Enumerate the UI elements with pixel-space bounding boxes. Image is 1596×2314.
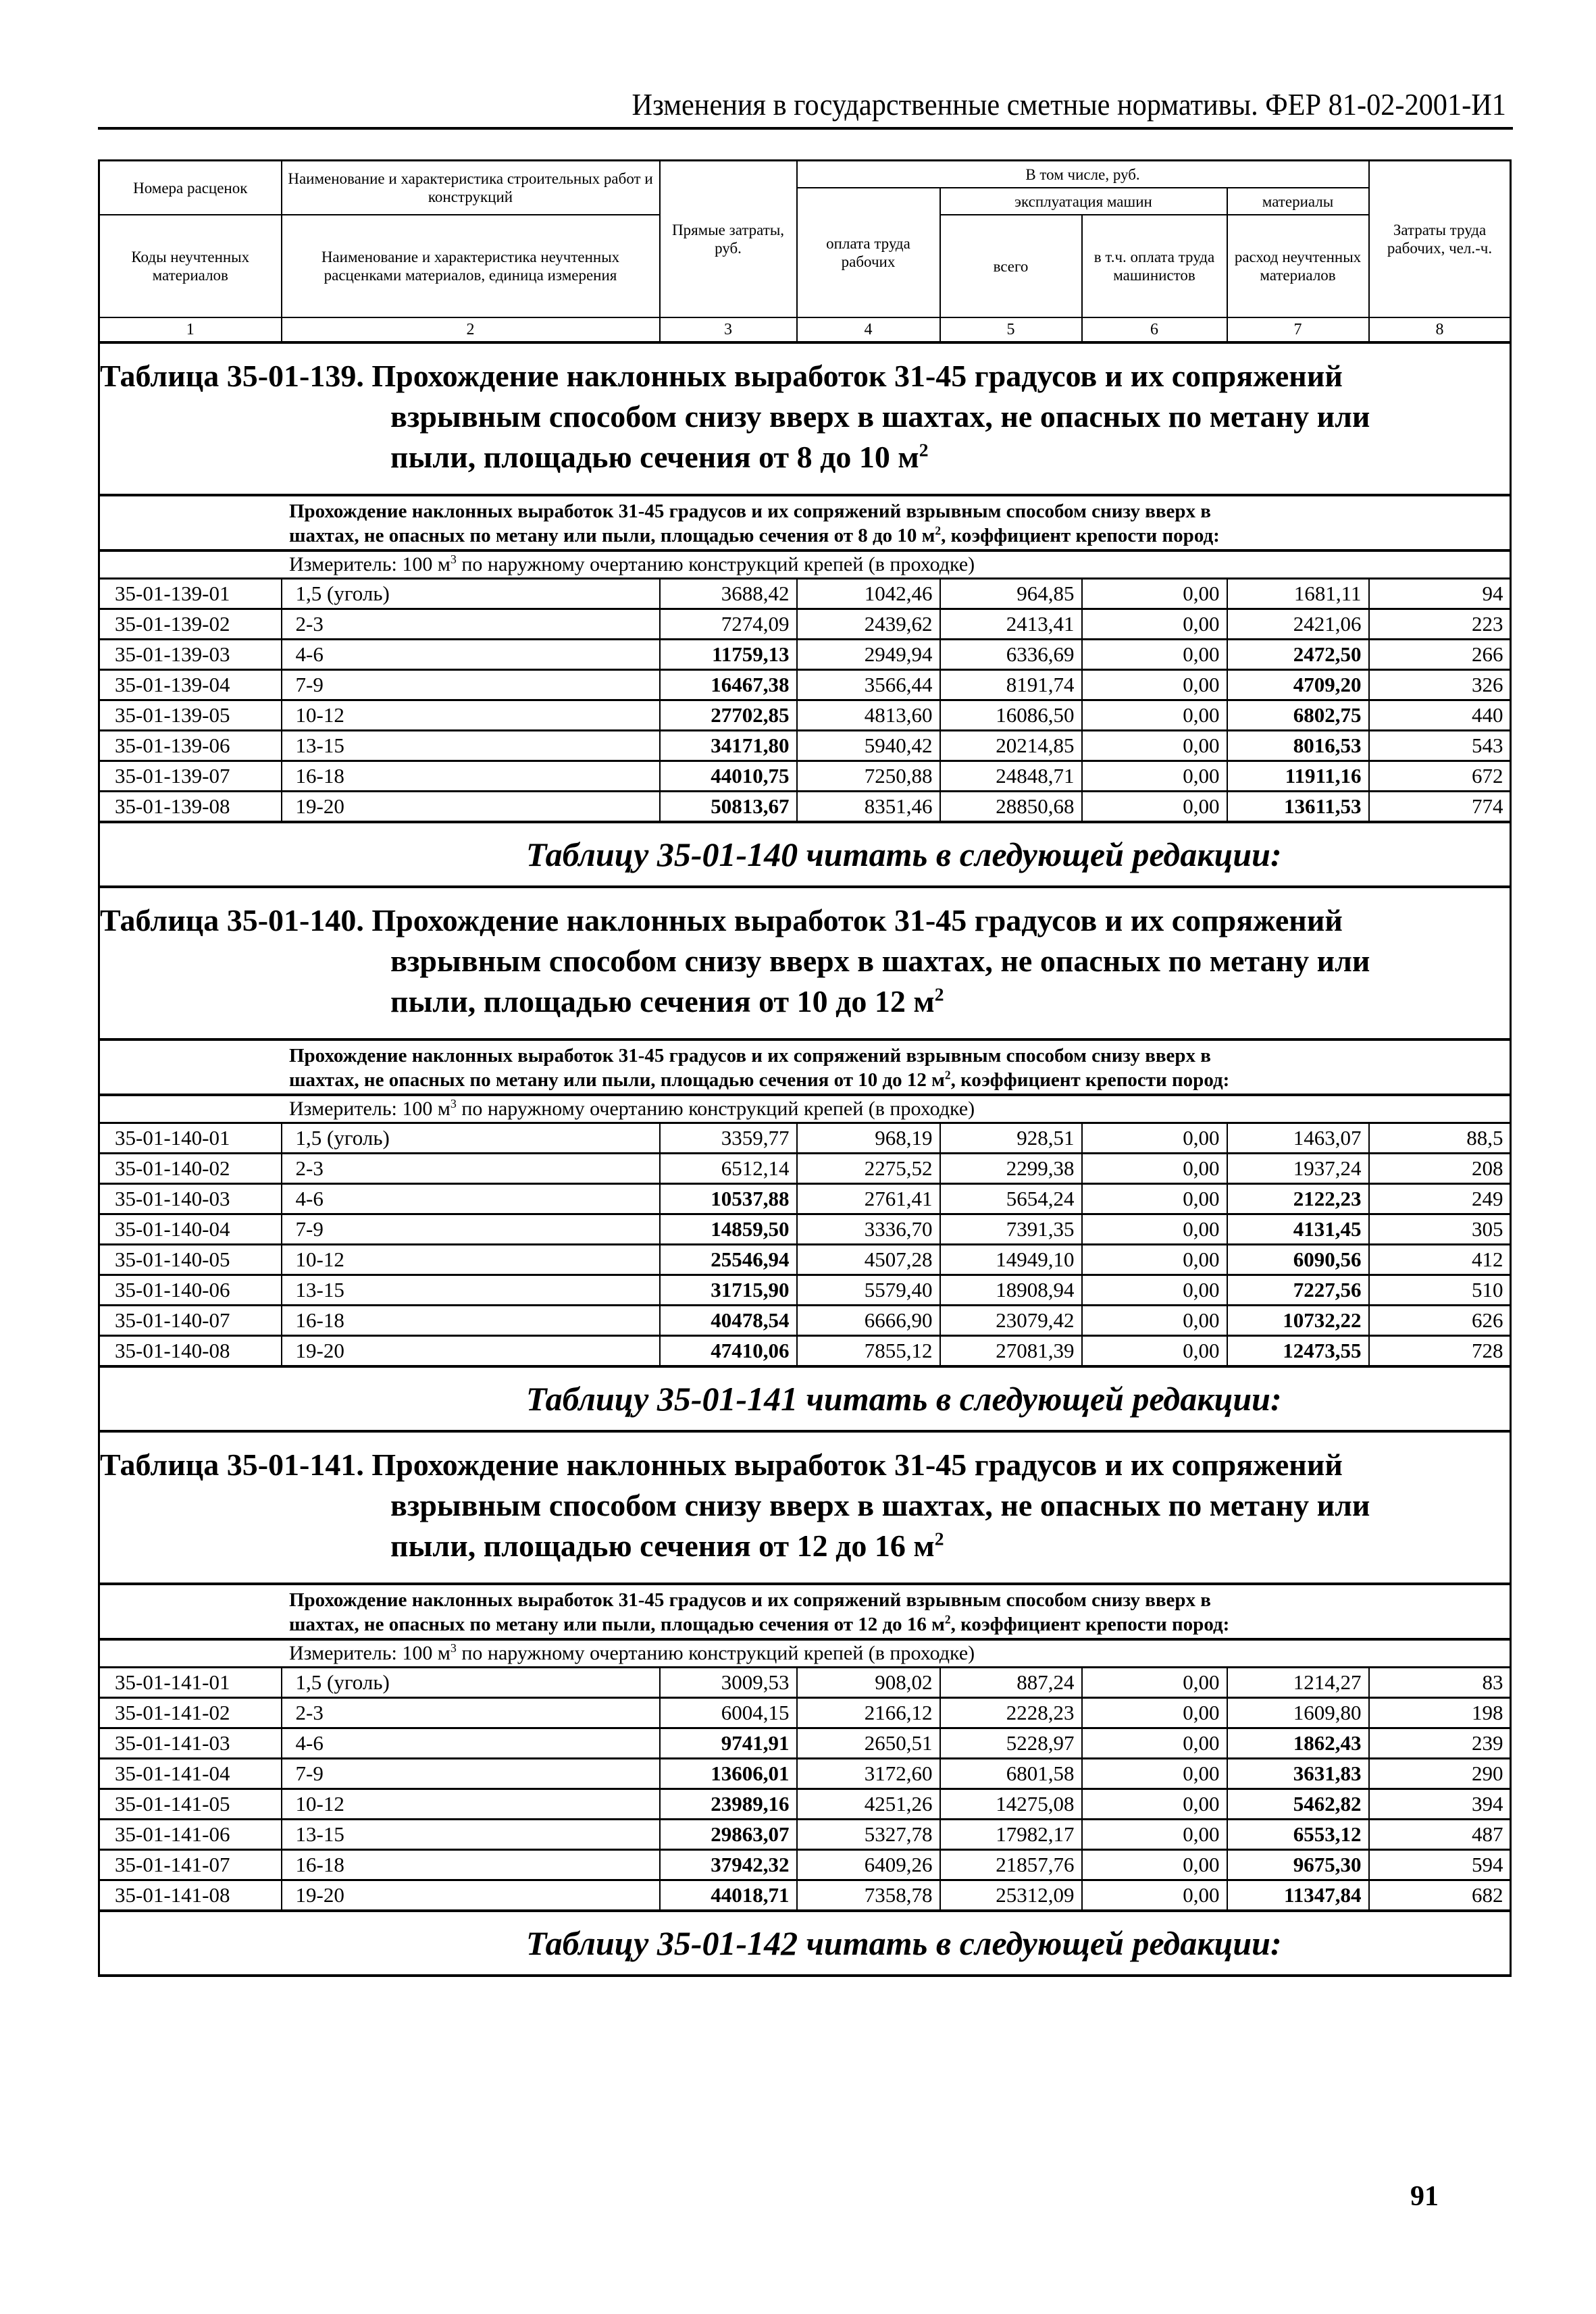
cell-materials: 6090,56 bbox=[1227, 1245, 1369, 1275]
cell-direct: 3359,77 bbox=[660, 1123, 797, 1154]
cell-machines: 2299,38 bbox=[940, 1154, 1082, 1184]
table-description-line1: Прохождение наклонных выработок 31-45 градусов и их сопряжений взрывным способом снизу вверх в bbox=[289, 1589, 1211, 1611]
cell-name: 19-20 bbox=[282, 1880, 660, 1911]
cell-direct: 29863,07 bbox=[660, 1820, 797, 1850]
cell-direct: 7274,09 bbox=[660, 609, 797, 640]
table-row bbox=[99, 1850, 1511, 1880]
cell-machines: 23079,42 bbox=[940, 1306, 1082, 1336]
table-row bbox=[99, 1728, 1511, 1759]
cell-direct: 27702,85 bbox=[660, 700, 797, 731]
column-header bbox=[99, 161, 1511, 343]
cell-machines: 6801,58 bbox=[940, 1759, 1082, 1789]
table-row bbox=[99, 1184, 1511, 1214]
cell-direct: 9741,91 bbox=[660, 1728, 797, 1759]
table-unit-row bbox=[99, 1639, 1511, 1668]
running-header-text: Изменения в государственные сметные нормативы. ФЕР 81-02-2001-И1 bbox=[632, 87, 1506, 122]
cell-labor: 2949,94 bbox=[797, 640, 940, 670]
cell-labor: 4813,60 bbox=[797, 700, 940, 731]
header-num-3: 3 bbox=[660, 317, 797, 342]
cell-operators: 0,00 bbox=[1082, 1789, 1227, 1820]
cell-code: 35-01-141-07 bbox=[99, 1850, 282, 1880]
cell-code: 35-01-139-04 bbox=[99, 670, 282, 700]
cell-hours: 510 bbox=[1369, 1275, 1511, 1306]
cell-direct: 3688,42 bbox=[660, 579, 797, 609]
cell-hours: 223 bbox=[1369, 609, 1511, 640]
cell-labor: 3336,70 bbox=[797, 1214, 940, 1245]
cell-code: 35-01-139-03 bbox=[99, 640, 282, 670]
unit-suffix: по наружному очертанию конструкций крепей (в проходке) bbox=[456, 553, 975, 575]
cell-materials: 11347,84 bbox=[1227, 1880, 1369, 1911]
document-table bbox=[98, 159, 1510, 1977]
cell-direct: 6512,14 bbox=[660, 1154, 797, 1184]
cell-hours: 83 bbox=[1369, 1668, 1511, 1698]
cell-name: 10-12 bbox=[282, 1789, 660, 1820]
cell-materials: 4709,20 bbox=[1227, 670, 1369, 700]
table-title-line1: Прохождение наклонных выработок 31-45 градусов и их сопряжений bbox=[371, 903, 1343, 937]
cell-hours: 305 bbox=[1369, 1214, 1511, 1245]
table-title-sup: 2 bbox=[919, 439, 929, 461]
cell-materials: 1214,27 bbox=[1227, 1668, 1369, 1698]
cell-hours: 394 bbox=[1369, 1789, 1511, 1820]
cell-name: 19-20 bbox=[282, 1336, 660, 1367]
cell-name: 16-18 bbox=[282, 761, 660, 792]
cell-machines: 27081,39 bbox=[940, 1336, 1082, 1367]
unit-sup: 3 bbox=[450, 1097, 457, 1110]
cell-materials: 1463,07 bbox=[1227, 1123, 1369, 1154]
cell-code: 35-01-139-02 bbox=[99, 609, 282, 640]
cell-hours: 88,5 bbox=[1369, 1123, 1511, 1154]
cell-name: 7-9 bbox=[282, 1214, 660, 1245]
cell-hours: 239 bbox=[1369, 1728, 1511, 1759]
redaction-note: Таблицу 35-01-141 читать в следующей редакции: bbox=[99, 1366, 1511, 1431]
cell-labor: 4507,28 bbox=[797, 1245, 940, 1275]
cell-code: 35-01-140-03 bbox=[99, 1184, 282, 1214]
table-row bbox=[99, 1820, 1511, 1850]
unit-sup: 3 bbox=[450, 552, 457, 566]
cell-operators: 0,00 bbox=[1082, 700, 1227, 731]
cell-materials: 5462,82 bbox=[1227, 1789, 1369, 1820]
cell-name: 1,5 (уголь) bbox=[282, 1123, 660, 1154]
cell-materials: 1862,43 bbox=[1227, 1728, 1369, 1759]
cell-name: 13-15 bbox=[282, 1275, 660, 1306]
cell-machines: 5228,97 bbox=[940, 1728, 1082, 1759]
cell-labor: 7358,78 bbox=[797, 1880, 940, 1911]
header-col7: расход неучтенных материалов bbox=[1227, 215, 1369, 317]
cell-machines: 16086,50 bbox=[940, 700, 1082, 731]
redaction-note-row bbox=[99, 822, 1511, 887]
header-num-7: 7 bbox=[1227, 317, 1369, 342]
cell-machines: 8191,74 bbox=[940, 670, 1082, 700]
header-col3: Прямые затраты, руб. bbox=[660, 161, 797, 318]
cell-code: 35-01-140-02 bbox=[99, 1154, 282, 1184]
cell-name: 2-3 bbox=[282, 1698, 660, 1728]
cell-operators: 0,00 bbox=[1082, 1306, 1227, 1336]
unit-label: Измеритель: 100 м bbox=[289, 1098, 451, 1120]
cell-labor: 7855,12 bbox=[797, 1336, 940, 1367]
cell-materials: 13611,53 bbox=[1227, 792, 1369, 823]
desc-sup: 2 bbox=[944, 1068, 951, 1082]
cell-operators: 0,00 bbox=[1082, 1154, 1227, 1184]
table-row bbox=[99, 609, 1511, 640]
desc-line2-suffix: , коэффициент крепости пород: bbox=[950, 1069, 1230, 1091]
cell-name: 13-15 bbox=[282, 731, 660, 761]
redaction-note-row bbox=[99, 1366, 1511, 1431]
cell-machines: 14275,08 bbox=[940, 1789, 1082, 1820]
header-group-machines: эксплуатация машин bbox=[940, 188, 1227, 215]
header-num-1: 1 bbox=[99, 317, 282, 342]
running-header bbox=[98, 80, 1513, 130]
table-title bbox=[100, 356, 1511, 478]
cell-machines: 6336,69 bbox=[940, 640, 1082, 670]
cell-direct: 23989,16 bbox=[660, 1789, 797, 1820]
table-title-line2: взрывным способом снизу вверх в шахтах, не опасных по метану или bbox=[390, 944, 1370, 978]
cell-machines: 5654,24 bbox=[940, 1184, 1082, 1214]
cell-operators: 0,00 bbox=[1082, 1214, 1227, 1245]
cell-materials: 1609,80 bbox=[1227, 1698, 1369, 1728]
table-row bbox=[99, 761, 1511, 792]
table-title-row bbox=[99, 1431, 1511, 1584]
table-row bbox=[99, 1698, 1511, 1728]
cell-labor: 4251,26 bbox=[797, 1789, 940, 1820]
table-description-line2: шахтах, не опасных по метану или пыли, площадью сечения от 12 до 16 м bbox=[289, 1614, 945, 1635]
cell-materials: 6802,75 bbox=[1227, 700, 1369, 731]
cell-name: 19-20 bbox=[282, 792, 660, 823]
cell-labor: 8351,46 bbox=[797, 792, 940, 823]
cell-direct: 44010,75 bbox=[660, 761, 797, 792]
cell-materials: 8016,53 bbox=[1227, 731, 1369, 761]
cell-hours: 672 bbox=[1369, 761, 1511, 792]
cell-code: 35-01-141-01 bbox=[99, 1668, 282, 1698]
cell-operators: 0,00 bbox=[1082, 1123, 1227, 1154]
cell-materials: 11911,16 bbox=[1227, 761, 1369, 792]
cell-code: 35-01-140-06 bbox=[99, 1275, 282, 1306]
header-col1-top: Номера расценок bbox=[99, 161, 282, 215]
cell-hours: 266 bbox=[1369, 640, 1511, 670]
table-description-line1: Прохождение наклонных выработок 31-45 градусов и их сопряжений взрывным способом снизу вверх в bbox=[289, 1045, 1211, 1066]
table-unit-row bbox=[99, 1095, 1511, 1123]
cell-labor: 5940,42 bbox=[797, 731, 940, 761]
table-row bbox=[99, 1668, 1511, 1698]
cell-direct: 44018,71 bbox=[660, 1880, 797, 1911]
cell-name: 4-6 bbox=[282, 1184, 660, 1214]
cell-code: 35-01-140-01 bbox=[99, 1123, 282, 1154]
cell-labor: 2275,52 bbox=[797, 1154, 940, 1184]
page-number: 91 bbox=[1410, 2181, 1439, 2212]
cell-machines: 2228,23 bbox=[940, 1698, 1082, 1728]
cell-direct: 34171,80 bbox=[660, 731, 797, 761]
cell-labor: 5579,40 bbox=[797, 1275, 940, 1306]
cell-machines: 24848,71 bbox=[940, 761, 1082, 792]
table-title-line2: взрывным способом снизу вверх в шахтах, не опасных по метану или bbox=[390, 399, 1370, 434]
table-description-row bbox=[99, 1584, 1511, 1639]
cell-labor: 2761,41 bbox=[797, 1184, 940, 1214]
table-row bbox=[99, 640, 1511, 670]
table-row bbox=[99, 1759, 1511, 1789]
cell-materials: 2421,06 bbox=[1227, 609, 1369, 640]
header-num-2: 2 bbox=[282, 317, 660, 342]
header-col4: оплата труда рабочих bbox=[797, 188, 940, 317]
cell-code: 35-01-141-05 bbox=[99, 1789, 282, 1820]
cell-materials: 4131,45 bbox=[1227, 1214, 1369, 1245]
table-description-row bbox=[99, 495, 1511, 550]
cell-code: 35-01-139-01 bbox=[99, 579, 282, 609]
cell-hours: 728 bbox=[1369, 1336, 1511, 1367]
cell-name: 10-12 bbox=[282, 1245, 660, 1275]
unit-suffix: по наружному очертанию конструкций крепей (в проходке) bbox=[456, 1098, 975, 1120]
table-title bbox=[100, 1445, 1511, 1566]
cell-hours: 440 bbox=[1369, 700, 1511, 731]
cell-name: 16-18 bbox=[282, 1306, 660, 1336]
table-title-line3: пыли, площадью сечения от 10 до 12 м bbox=[390, 984, 935, 1019]
cell-code: 35-01-140-05 bbox=[99, 1245, 282, 1275]
cell-name: 2-3 bbox=[282, 1154, 660, 1184]
cell-labor: 968,19 bbox=[797, 1123, 940, 1154]
table-description-line2: шахтах, не опасных по метану или пыли, площадью сечения от 8 до 10 м bbox=[289, 525, 935, 546]
cell-hours: 543 bbox=[1369, 731, 1511, 761]
cell-materials: 3631,83 bbox=[1227, 1759, 1369, 1789]
cell-operators: 0,00 bbox=[1082, 640, 1227, 670]
cell-labor: 3566,44 bbox=[797, 670, 940, 700]
cell-labor: 6666,90 bbox=[797, 1306, 940, 1336]
cell-operators: 0,00 bbox=[1082, 1275, 1227, 1306]
cell-materials: 2472,50 bbox=[1227, 640, 1369, 670]
table-row bbox=[99, 1880, 1511, 1911]
cell-hours: 412 bbox=[1369, 1245, 1511, 1275]
cell-direct: 10537,88 bbox=[660, 1184, 797, 1214]
cell-materials: 9675,30 bbox=[1227, 1850, 1369, 1880]
cell-operators: 0,00 bbox=[1082, 792, 1227, 823]
cell-direct: 3009,53 bbox=[660, 1668, 797, 1698]
cell-code: 35-01-140-08 bbox=[99, 1336, 282, 1367]
cell-direct: 14859,50 bbox=[660, 1214, 797, 1245]
cell-hours: 594 bbox=[1369, 1850, 1511, 1880]
cell-code: 35-01-141-03 bbox=[99, 1728, 282, 1759]
cell-operators: 0,00 bbox=[1082, 761, 1227, 792]
cell-hours: 774 bbox=[1369, 792, 1511, 823]
header-num-5: 5 bbox=[940, 317, 1082, 342]
cell-materials: 6553,12 bbox=[1227, 1820, 1369, 1850]
cell-machines: 21857,76 bbox=[940, 1850, 1082, 1880]
unit-label: Измеритель: 100 м bbox=[289, 1642, 451, 1664]
cell-hours: 249 bbox=[1369, 1184, 1511, 1214]
cell-hours: 290 bbox=[1369, 1759, 1511, 1789]
unit-suffix: по наружному очертанию конструкций крепей (в проходке) bbox=[456, 1642, 975, 1664]
cell-operators: 0,00 bbox=[1082, 1880, 1227, 1911]
cell-direct: 50813,67 bbox=[660, 792, 797, 823]
redaction-note-row bbox=[99, 1911, 1511, 1976]
table-row bbox=[99, 1306, 1511, 1336]
cell-operators: 0,00 bbox=[1082, 579, 1227, 609]
header-col2-bottom: Наименование и характеристика неучтенных расценками материалов, единица измерения bbox=[282, 215, 660, 317]
cell-direct: 40478,54 bbox=[660, 1306, 797, 1336]
cell-machines: 28850,68 bbox=[940, 792, 1082, 823]
header-col2-top: Наименование и характеристика строительных работ и конструкций bbox=[282, 161, 660, 215]
redaction-note: Таблицу 35-01-140 читать в следующей редакции: bbox=[99, 822, 1511, 887]
table-row bbox=[99, 670, 1511, 700]
cell-code: 35-01-140-04 bbox=[99, 1214, 282, 1245]
cell-labor: 7250,88 bbox=[797, 761, 940, 792]
table-title bbox=[100, 900, 1511, 1022]
cell-operators: 0,00 bbox=[1082, 1668, 1227, 1698]
cell-machines: 928,51 bbox=[940, 1123, 1082, 1154]
table-row bbox=[99, 1123, 1511, 1154]
table-description-line1: Прохождение наклонных выработок 31-45 градусов и их сопряжений взрывным способом снизу вверх в bbox=[289, 500, 1211, 522]
cell-materials: 1681,11 bbox=[1227, 579, 1369, 609]
table-title-sup: 2 bbox=[934, 983, 944, 1005]
cell-operators: 0,00 bbox=[1082, 1245, 1227, 1275]
cell-labor: 908,02 bbox=[797, 1668, 940, 1698]
cell-code: 35-01-139-08 bbox=[99, 792, 282, 823]
cell-direct: 31715,90 bbox=[660, 1275, 797, 1306]
cell-operators: 0,00 bbox=[1082, 1336, 1227, 1367]
cell-hours: 208 bbox=[1369, 1154, 1511, 1184]
cell-labor: 2439,62 bbox=[797, 609, 940, 640]
table-title-line3: пыли, площадью сечения от 12 до 16 м bbox=[390, 1528, 935, 1563]
table-title-number: Таблица 35-01-141. bbox=[100, 1447, 364, 1482]
cell-labor: 2650,51 bbox=[797, 1728, 940, 1759]
cell-code: 35-01-139-05 bbox=[99, 700, 282, 731]
cell-operators: 0,00 bbox=[1082, 1728, 1227, 1759]
cell-code: 35-01-139-07 bbox=[99, 761, 282, 792]
table-title-line2: взрывным способом снизу вверх в шахтах, не опасных по метану или bbox=[390, 1488, 1370, 1522]
cell-name: 16-18 bbox=[282, 1850, 660, 1880]
header-num-6: 6 bbox=[1082, 317, 1227, 342]
cell-direct: 25546,94 bbox=[660, 1245, 797, 1275]
cell-machines: 18908,94 bbox=[940, 1275, 1082, 1306]
cell-machines: 887,24 bbox=[940, 1668, 1082, 1698]
cell-machines: 7391,35 bbox=[940, 1214, 1082, 1245]
cell-operators: 0,00 bbox=[1082, 1820, 1227, 1850]
cell-operators: 0,00 bbox=[1082, 1698, 1227, 1728]
cell-code: 35-01-141-06 bbox=[99, 1820, 282, 1850]
table-row bbox=[99, 1789, 1511, 1820]
desc-sup: 2 bbox=[935, 523, 942, 538]
cell-hours: 94 bbox=[1369, 579, 1511, 609]
cell-code: 35-01-141-02 bbox=[99, 1698, 282, 1728]
table-title-sup: 2 bbox=[934, 1528, 944, 1549]
table-title-line1: Прохождение наклонных выработок 31-45 градусов и их сопряжений bbox=[371, 359, 1343, 393]
cell-materials: 2122,23 bbox=[1227, 1184, 1369, 1214]
table-title-number: Таблица 35-01-140. bbox=[100, 903, 364, 937]
cell-code: 35-01-141-08 bbox=[99, 1880, 282, 1911]
cell-direct: 13606,01 bbox=[660, 1759, 797, 1789]
cell-hours: 198 bbox=[1369, 1698, 1511, 1728]
cell-name: 2-3 bbox=[282, 609, 660, 640]
cell-direct: 37942,32 bbox=[660, 1850, 797, 1880]
cell-labor: 5327,78 bbox=[797, 1820, 940, 1850]
table-row bbox=[99, 1154, 1511, 1184]
cell-labor: 3172,60 bbox=[797, 1759, 940, 1789]
table-row bbox=[99, 579, 1511, 609]
header-group-including: В том числе, руб. bbox=[797, 161, 1369, 188]
table-title-number: Таблица 35-01-139. bbox=[100, 359, 364, 393]
header-col1-bottom: Коды неучтенных материалов bbox=[99, 215, 282, 317]
table-title-row bbox=[99, 342, 1511, 495]
table-row bbox=[99, 1336, 1511, 1367]
table-title-line1: Прохождение наклонных выработок 31-45 градусов и их сопряжений bbox=[371, 1447, 1343, 1482]
desc-line2-suffix: , коэффициент крепости пород: bbox=[941, 525, 1220, 546]
table-unit-row bbox=[99, 550, 1511, 579]
cell-direct: 47410,06 bbox=[660, 1336, 797, 1367]
unit-sup: 3 bbox=[450, 1641, 457, 1655]
cell-hours: 326 bbox=[1369, 670, 1511, 700]
header-col6: в т.ч. оплата труда машинистов bbox=[1082, 215, 1227, 317]
cell-labor: 6409,26 bbox=[797, 1850, 940, 1880]
cell-materials: 12473,55 bbox=[1227, 1336, 1369, 1367]
cell-operators: 0,00 bbox=[1082, 1759, 1227, 1789]
cell-name: 10-12 bbox=[282, 700, 660, 731]
cell-machines: 2413,41 bbox=[940, 609, 1082, 640]
cell-name: 7-9 bbox=[282, 1759, 660, 1789]
cell-machines: 17982,17 bbox=[940, 1820, 1082, 1850]
cell-name: 13-15 bbox=[282, 1820, 660, 1850]
cell-code: 35-01-140-07 bbox=[99, 1306, 282, 1336]
cell-machines: 14949,10 bbox=[940, 1245, 1082, 1275]
header-num-8: 8 bbox=[1369, 317, 1511, 342]
table-row bbox=[99, 700, 1511, 731]
cell-machines: 25312,09 bbox=[940, 1880, 1082, 1911]
unit-label: Измеритель: 100 м bbox=[289, 553, 451, 575]
table-row bbox=[99, 792, 1511, 823]
cell-materials: 1937,24 bbox=[1227, 1154, 1369, 1184]
table-row bbox=[99, 731, 1511, 761]
table-description-line2: шахтах, не опасных по метану или пыли, площадью сечения от 10 до 12 м bbox=[289, 1069, 945, 1091]
cell-name: 7-9 bbox=[282, 670, 660, 700]
cell-direct: 16467,38 bbox=[660, 670, 797, 700]
cell-direct: 11759,13 bbox=[660, 640, 797, 670]
cell-materials: 7227,56 bbox=[1227, 1275, 1369, 1306]
header-group-materials: материалы bbox=[1227, 188, 1369, 215]
cell-name: 4-6 bbox=[282, 640, 660, 670]
cell-machines: 20214,85 bbox=[940, 731, 1082, 761]
cell-operators: 0,00 bbox=[1082, 1850, 1227, 1880]
header-num-4: 4 bbox=[797, 317, 940, 342]
cell-machines: 964,85 bbox=[940, 579, 1082, 609]
cell-hours: 487 bbox=[1369, 1820, 1511, 1850]
table-title-row bbox=[99, 887, 1511, 1039]
cell-materials: 10732,22 bbox=[1227, 1306, 1369, 1336]
cell-operators: 0,00 bbox=[1082, 670, 1227, 700]
cell-operators: 0,00 bbox=[1082, 731, 1227, 761]
cell-direct: 6004,15 bbox=[660, 1698, 797, 1728]
cell-hours: 682 bbox=[1369, 1880, 1511, 1911]
table-row bbox=[99, 1245, 1511, 1275]
header-col5: всего bbox=[940, 215, 1082, 317]
cell-code: 35-01-141-04 bbox=[99, 1759, 282, 1789]
table-description-row bbox=[99, 1039, 1511, 1095]
desc-line2-suffix: , коэффициент крепости пород: bbox=[950, 1614, 1230, 1635]
table-row bbox=[99, 1275, 1511, 1306]
cell-operators: 0,00 bbox=[1082, 1184, 1227, 1214]
redaction-note: Таблицу 35-01-142 читать в следующей редакции: bbox=[99, 1911, 1511, 1976]
cell-name: 1,5 (уголь) bbox=[282, 579, 660, 609]
cell-operators: 0,00 bbox=[1082, 609, 1227, 640]
header-col8: Затраты труда рабочих, чел.-ч. bbox=[1369, 161, 1511, 318]
cell-labor: 2166,12 bbox=[797, 1698, 940, 1728]
table-title-line3: пыли, площадью сечения от 8 до 10 м bbox=[390, 440, 919, 474]
desc-sup: 2 bbox=[944, 1612, 951, 1626]
table-row bbox=[99, 1214, 1511, 1245]
cell-name: 1,5 (уголь) bbox=[282, 1668, 660, 1698]
cell-labor: 1042,46 bbox=[797, 579, 940, 609]
cell-hours: 626 bbox=[1369, 1306, 1511, 1336]
cell-code: 35-01-139-06 bbox=[99, 731, 282, 761]
cell-name: 4-6 bbox=[282, 1728, 660, 1759]
